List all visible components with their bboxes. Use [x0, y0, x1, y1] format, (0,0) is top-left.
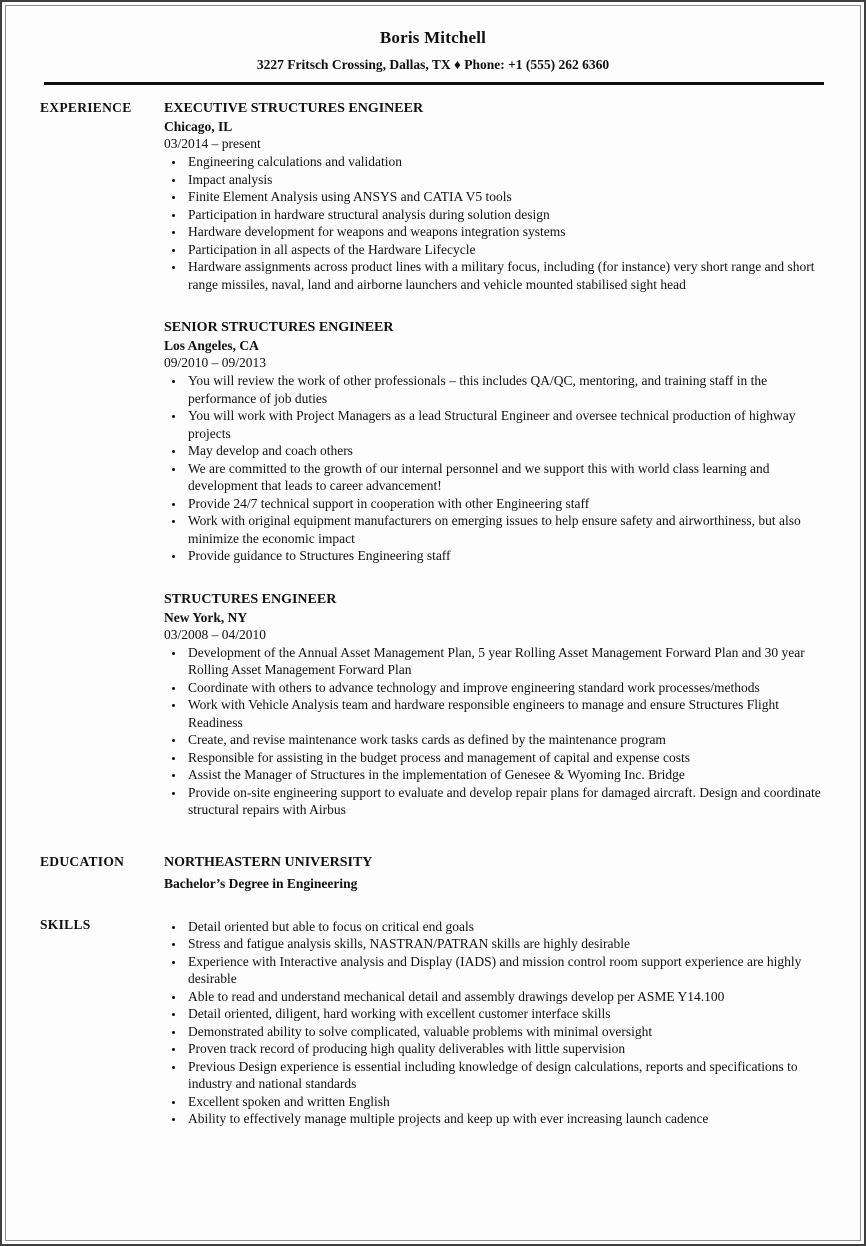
skill-bullet: • Detail oriented but able to focus on critical end goals — [185, 918, 822, 936]
job-entry-executive-structures-engineer — [164, 100, 822, 293]
job-entry-senior-structures-engineer — [164, 319, 822, 565]
job-bullet: • Impact analysis — [185, 171, 822, 189]
skill-bullet: • Stress and fatigue analysis skills, NASTRAN/PATRAN skills are highly desirable — [185, 935, 822, 953]
job-bullet: • Work with Vehicle Analysis team and hardware responsible engineers to manage and ensure Structures Flight Readiness — [185, 696, 822, 731]
job-bullet: • Responsible for assisting in the budget process and management of capital and expense costs — [185, 749, 822, 767]
job-bullet-list — [164, 372, 822, 565]
skill-bullet: • Excellent spoken and written English — [185, 1093, 822, 1111]
contact-line: 3227 Fritsch Crossing, Dallas, TX ♦ Phone: +1 (555) 262 6360 — [256, 57, 610, 72]
job-bullet: • Provide on-site engineering support to evaluate and develop repair plans for damaged aircraft. Design and coordinate structural repairs with Airbus — [185, 784, 822, 819]
skill-bullet: • Ability to effectively manage multiple projects and keep up with ever increasing launch cadence — [185, 1110, 822, 1128]
job-dates: 03/2014 – present — [164, 136, 261, 151]
job-entry-structures-engineer — [164, 591, 822, 819]
job-bullet: • Coordinate with others to advance technology and improve engineering standard work processes/methods — [185, 679, 822, 697]
degree-name: Bachelor’s Degree in Engineering — [164, 875, 358, 891]
job-bullet: • Development of the Annual Asset Management Plan, 5 year Rolling Asset Management Forward Plan and 30 year Rolling Asset Management Forward Plan — [185, 644, 822, 679]
skill-bullet: • Detail oriented, diligent, hard working with excellent customer interface skills — [185, 1005, 822, 1023]
skills-bullet-list — [164, 918, 822, 1128]
job-bullet: • Hardware development for weapons and weapons integration systems — [185, 223, 822, 241]
job-bullet: • Finite Element Analysis using ANSYS and CATIA V5 tools — [185, 188, 822, 206]
job-bullet-list — [164, 153, 822, 293]
resume-header — [2, 2, 864, 85]
skill-bullet: • Proven track record of producing high quality deliverables with little supervision — [185, 1040, 822, 1058]
job-bullet: • We are committed to the growth of our internal personnel and we support this with world class learning and development that leads to career advancement! — [185, 460, 822, 495]
job-bullet: • May develop and coach others — [185, 442, 822, 460]
skill-bullet: • Experience with Interactive analysis and Display (IADS) and mission control room support experience are highly desirable — [185, 953, 822, 988]
job-bullet: • Assist the Manager of Structures in the implementation of Genesee & Wyoming Inc. Bridge — [185, 766, 822, 784]
job-bullet: • You will work with Project Managers as a lead Structural Engineer and oversee technical production of highway projects — [185, 407, 822, 442]
job-location: Los Angeles, CA — [164, 338, 259, 353]
education-body — [164, 854, 822, 893]
school-name: NORTHEASTERN UNIVERSITY — [164, 854, 373, 870]
job-dates: 03/2008 – 04/2010 — [164, 626, 267, 642]
skill-bullet: • Demonstrated ability to solve complicated, valuable problems with minimal oversight — [185, 1023, 822, 1041]
skill-bullet: • Previous Design experience is essential including knowledge of design calculations, reports and specifications to industry and national standards — [185, 1058, 822, 1093]
section-skills — [40, 917, 822, 1128]
skills-label: SKILLS — [40, 916, 91, 932]
candidate-name: Boris Mitchell — [379, 28, 487, 47]
job-bullet: • Engineering calculations and validation — [185, 153, 822, 171]
experience-body — [164, 100, 822, 819]
resume-body — [2, 85, 864, 1128]
job-bullet: • Provide 24/7 technical support in cooperation with other Engineering staff — [185, 495, 822, 513]
job-title: EXECUTIVE STRUCTURES ENGINEER — [164, 101, 424, 116]
job-bullet: • Work with original equipment manufacturers on emerging issues to help ensure safety and airworthiness, but also minimize the economic impact — [185, 512, 822, 547]
skills-body — [164, 917, 822, 1128]
section-experience — [40, 100, 822, 819]
job-bullet: • Create, and revise maintenance work tasks cards as defined by the maintenance program — [185, 731, 822, 749]
job-title: SENIOR STRUCTURES ENGINEER — [164, 320, 394, 335]
job-bullet-list — [164, 644, 822, 819]
job-bullet: • You will review the work of other professionals – this includes QA/QC, mentoring, and training staff in the performance of job duties — [185, 372, 822, 407]
job-location: Chicago, IL — [164, 119, 233, 134]
job-bullet: • Provide guidance to Structures Engineering staff — [185, 547, 822, 565]
job-bullet: • Participation in hardware structural analysis during solution design — [185, 206, 822, 224]
job-dates: 09/2010 – 09/2013 — [164, 355, 267, 370]
job-location: New York, NY — [164, 609, 248, 625]
job-bullet: • Participation in all aspects of the Hardware Lifecycle — [185, 241, 822, 259]
job-bullet: • Hardware assignments across product lines with a military focus, including (for instance) very short range and short range missiles, naval, land and airborne launchers and vehicle mounted stabilised sight head — [185, 258, 822, 293]
skill-bullet: • Able to read and understand mechanical detail and assembly drawings develop per ASME Y14.100 — [185, 988, 822, 1006]
section-education — [40, 854, 822, 893]
education-label: EDUCATION — [40, 853, 125, 869]
job-title: STRUCTURES ENGINEER — [164, 591, 337, 607]
experience-label: EXPERIENCE — [40, 100, 132, 115]
